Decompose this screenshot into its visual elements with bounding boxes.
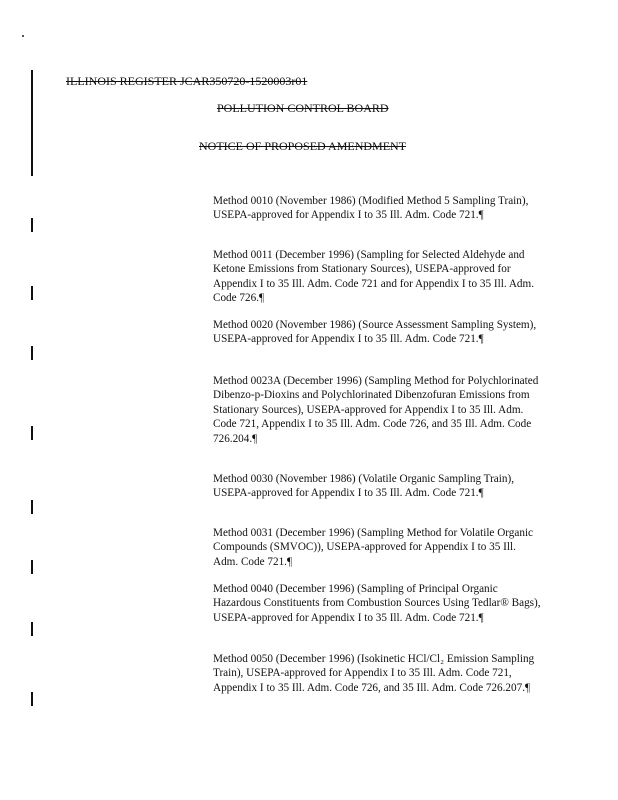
margin-bar [31, 218, 33, 232]
margin-bar [31, 622, 33, 636]
method-entry: Method 0040 (December 1996) (Sampling of Principal Organic Hazardous Constituents from Combustion Sources Using Tedlar® Bags), USEPA-approved for Appendix I to 35 Ill. Adm. Code 721.¶ [213, 583, 541, 624]
method-entry: Method 0023A (December 1996) (Sampling Method for Polychlorinated Dibenzo-p-Dioxins and Polychlorinated Dibenzofuran Emissions from Stationary Sources), USEPA-approved for Appendix I to 35 Ill. Adm. Code 721, Appendix I to 35 Ill. Adm. Code 726, and 35 Ill. Adm. Code 726.204.¶ [213, 375, 539, 445]
method-entry: Method 0011 (December 1996) (Sampling for Selected Aldehyde and Ketone Emissions from Stationary Sources), USEPA-approved for Appendix I to 35 Ill. Adm. Code 721 and for Appendix I to 35 Ill. Adm. Code 726.¶ [213, 249, 534, 305]
margin-bar [31, 286, 33, 300]
board-title: POLLUTION CONTROL BOARD [217, 101, 389, 115]
scan-speck [22, 35, 24, 37]
margin-bar [31, 346, 33, 360]
method-entry: Method 0050 (December 1996) (Isokinetic HCl/Cl₂ Emission Sampling Train), USEPA-approved for Appendix I to 35 Ill. Adm. Code 721, Appendix I to 35 Ill. Adm. Code 726, and 35 Ill. Adm. Code 726.207.¶ [213, 653, 535, 694]
margin-bar [31, 426, 33, 440]
method-entry: Method 0020 (November 1986) (Source Assessment Sampling System), USEPA-approved for Appendix I to 35 Ill. Adm. Code 721.¶ [213, 319, 537, 346]
margin-bar [31, 692, 33, 706]
method-entry: Method 0010 (November 1986) (Modified Method 5 Sampling Train), USEPA-approved for Appendix I to 35 Ill. Adm. Code 721.¶ [213, 195, 529, 222]
notice-title: NOTICE OF PROPOSED AMENDMENT [199, 139, 407, 153]
margin-bar [31, 500, 33, 514]
margin-bar [31, 70, 33, 176]
register-header: ILLINOIS REGISTER JCAR350720-1520003r01 [66, 74, 308, 88]
method-entry: Method 0031 (December 1996) (Sampling Method for Volatile Organic Compounds (SMVOC)), USEPA-approved for Appendix I to 35 Ill. Adm. Code 721.¶ [213, 527, 534, 568]
method-entry: Method 0030 (November 1986) (Volatile Organic Sampling Train), USEPA-approved for Appendix I to 35 Ill. Adm. Code 721.¶ [213, 473, 514, 500]
margin-bar [31, 560, 33, 574]
